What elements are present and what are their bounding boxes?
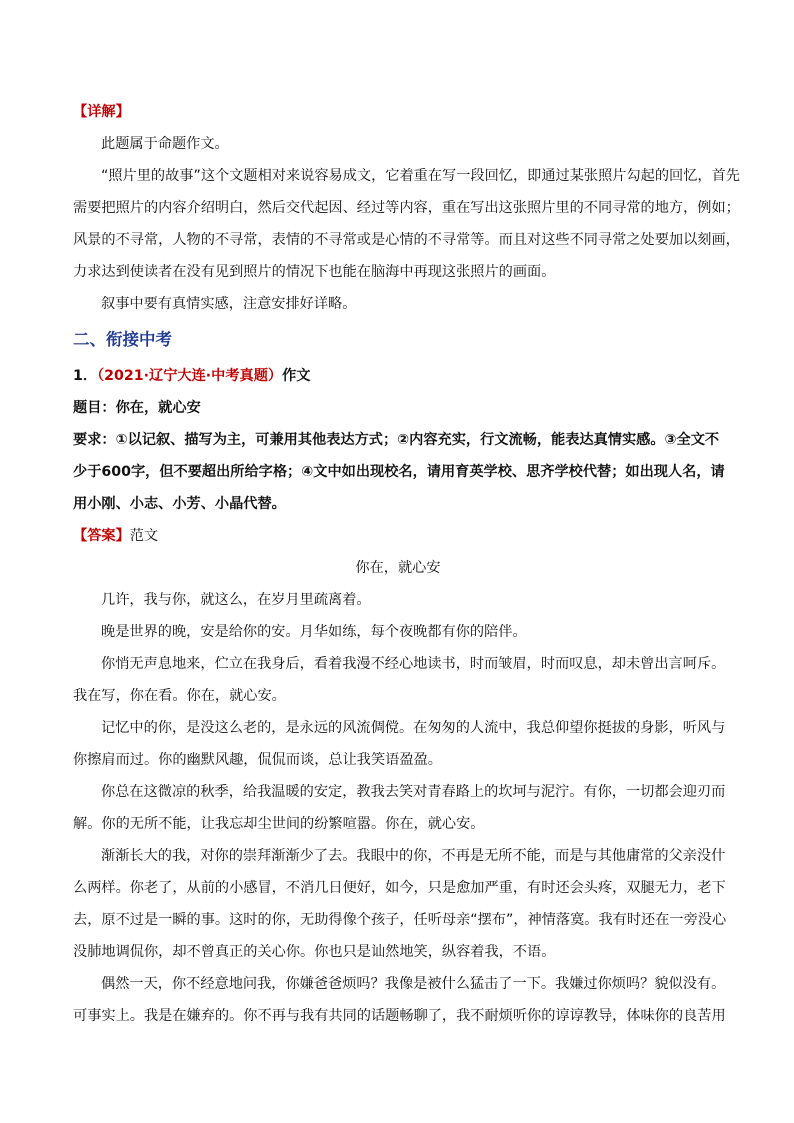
detail-paragraph-1: 此题属于命题作文。 (101, 136, 229, 152)
essay-paragraph-5-line-2: 解。你的无所不能，让我忘却尘世间的纷繁喧嚣。你在，就心安。 (73, 816, 485, 832)
essay-paragraph-3-line-1: 你悄无声息地来，伫立在我身后，看着我漫不经心地读书，时而皱眉，时而叹息，却未曾出言呵斥。 (101, 656, 726, 672)
question-requirement-line-2: 少于600字，但不要超出所给字格；④文中如出现校名，请用育英学校、思齐学校代替；如出现人名，请 (73, 464, 725, 480)
detail-body (73, 128, 740, 320)
answer-header (73, 520, 723, 552)
detail-paragraph-2-line-4: 力求达到使读者在没有见到照片的情况下也能在脑海中再现这张照片的画面。 (73, 264, 556, 280)
question-requirement-line-3: 用小刚、小志、小芳、小晶代替。 (73, 496, 286, 512)
essay-paragraph-4-line-1: 记忆中的你，是没这么老的，是永远的风流倜傥。在匆匆的人流中，我总仰望你挺拔的身影，听风与 (101, 720, 726, 736)
detail-paragraph-2-line-3: 风景的不寻常，人物的不寻常，表情的不寻常或是心情的不寻常等。而且对这些不同寻常之处要加以刻画， (73, 232, 740, 248)
essay-paragraph-3-line-2: 我在写，你在看。你在，就心安。 (73, 688, 286, 704)
question-requirement-line-1: 要求：①以记叙、描写为主，可兼用其他表达方式；②内容充实，行文流畅，能表达真情实感。③全文不 (73, 432, 720, 448)
question-title: 题目：你在，就心安 (73, 400, 201, 416)
detail-paragraph-2-line-1: “照片里的故事”这个文题相对来说容易成文，它着重在写一段回忆，即通过某张照片勾起的回忆，首先 (101, 168, 740, 184)
answer-label: 【答案】 (73, 528, 130, 544)
detail-label: 【详解】 (73, 104, 130, 120)
essay-paragraph-1: 几许，我与你，就这么，在岁月里疏离着。 (101, 592, 371, 608)
essay-paragraph-2: 晚是世界的晚，安是给你的安。月华如练，每个夜晚都有你的陪伴。 (101, 624, 527, 640)
essay-paragraph-5-line-1: 你总在这微凉的秋季，给我温暖的安定，教我去笑对青春路上的坎坷与泥泞。有你，一切都会迎刃而 (101, 784, 726, 800)
detail-paragraph-3: 叙事中要有真情实感，注意安排好详略。 (101, 296, 357, 312)
question-number: 1． (73, 368, 98, 384)
essay-paragraph-6-line-3: 去，原不过是一瞬的事。这时的你，无助得像个孩子，任听母亲“摆布”，神情落寞。我有时还在一旁没心 (73, 912, 727, 928)
question-header (73, 360, 723, 392)
question-type: 作文 (282, 368, 311, 384)
essay-paragraph-6-line-1: 渐渐长大的我，对你的崇拜渐渐少了去。我眼中的你，不再是无所不能，而是与其他庸常的父亲没什 (101, 848, 726, 864)
detail-paragraph-2-line-2: 需要把照片的内容介绍明白，然后交代起因、经过等内容，重在写出这张照片里的不同寻常的地方，例如； (73, 200, 740, 216)
essay-body (73, 584, 727, 1032)
essay-title: 你在，就心安 (355, 560, 441, 576)
section-heading: 二、衔接中考 (73, 330, 172, 349)
essay-paragraph-6-line-4: 没肺地调侃你，却不曾真正的关心你。你也只是讪然地笑，纵容着我，不语。 (73, 944, 556, 960)
question-source: （2021·辽宁大连·中考真题） (97, 368, 283, 384)
essay-paragraph-6-line-2: 么两样。你老了，从前的小感冒，不消几日便好，如今，只是愈加严重，有时还会头疼，双腿无力，老下 (73, 880, 726, 896)
document-page (73, 96, 740, 1032)
essay-paragraph-4-line-2: 你擦肩而过。你的幽默风趣，侃侃而谈，总让我笑语盈盈。 (73, 752, 442, 768)
answer-label-rest: 范文 (129, 528, 159, 544)
essay-paragraph-7-line-1: 偶然一天，你不经意地问我，你嫌爸爸烦吗？我像是被什么猛击了一下。我嫌过你烦吗？貌似没有。 (101, 976, 726, 992)
essay-paragraph-7-line-2: 可事实上。我是在嫌弃的。你不再与我有共同的话题畅聊了，我不耐烦听你的谆谆教导，体味你的良苦用 (73, 1008, 726, 1024)
